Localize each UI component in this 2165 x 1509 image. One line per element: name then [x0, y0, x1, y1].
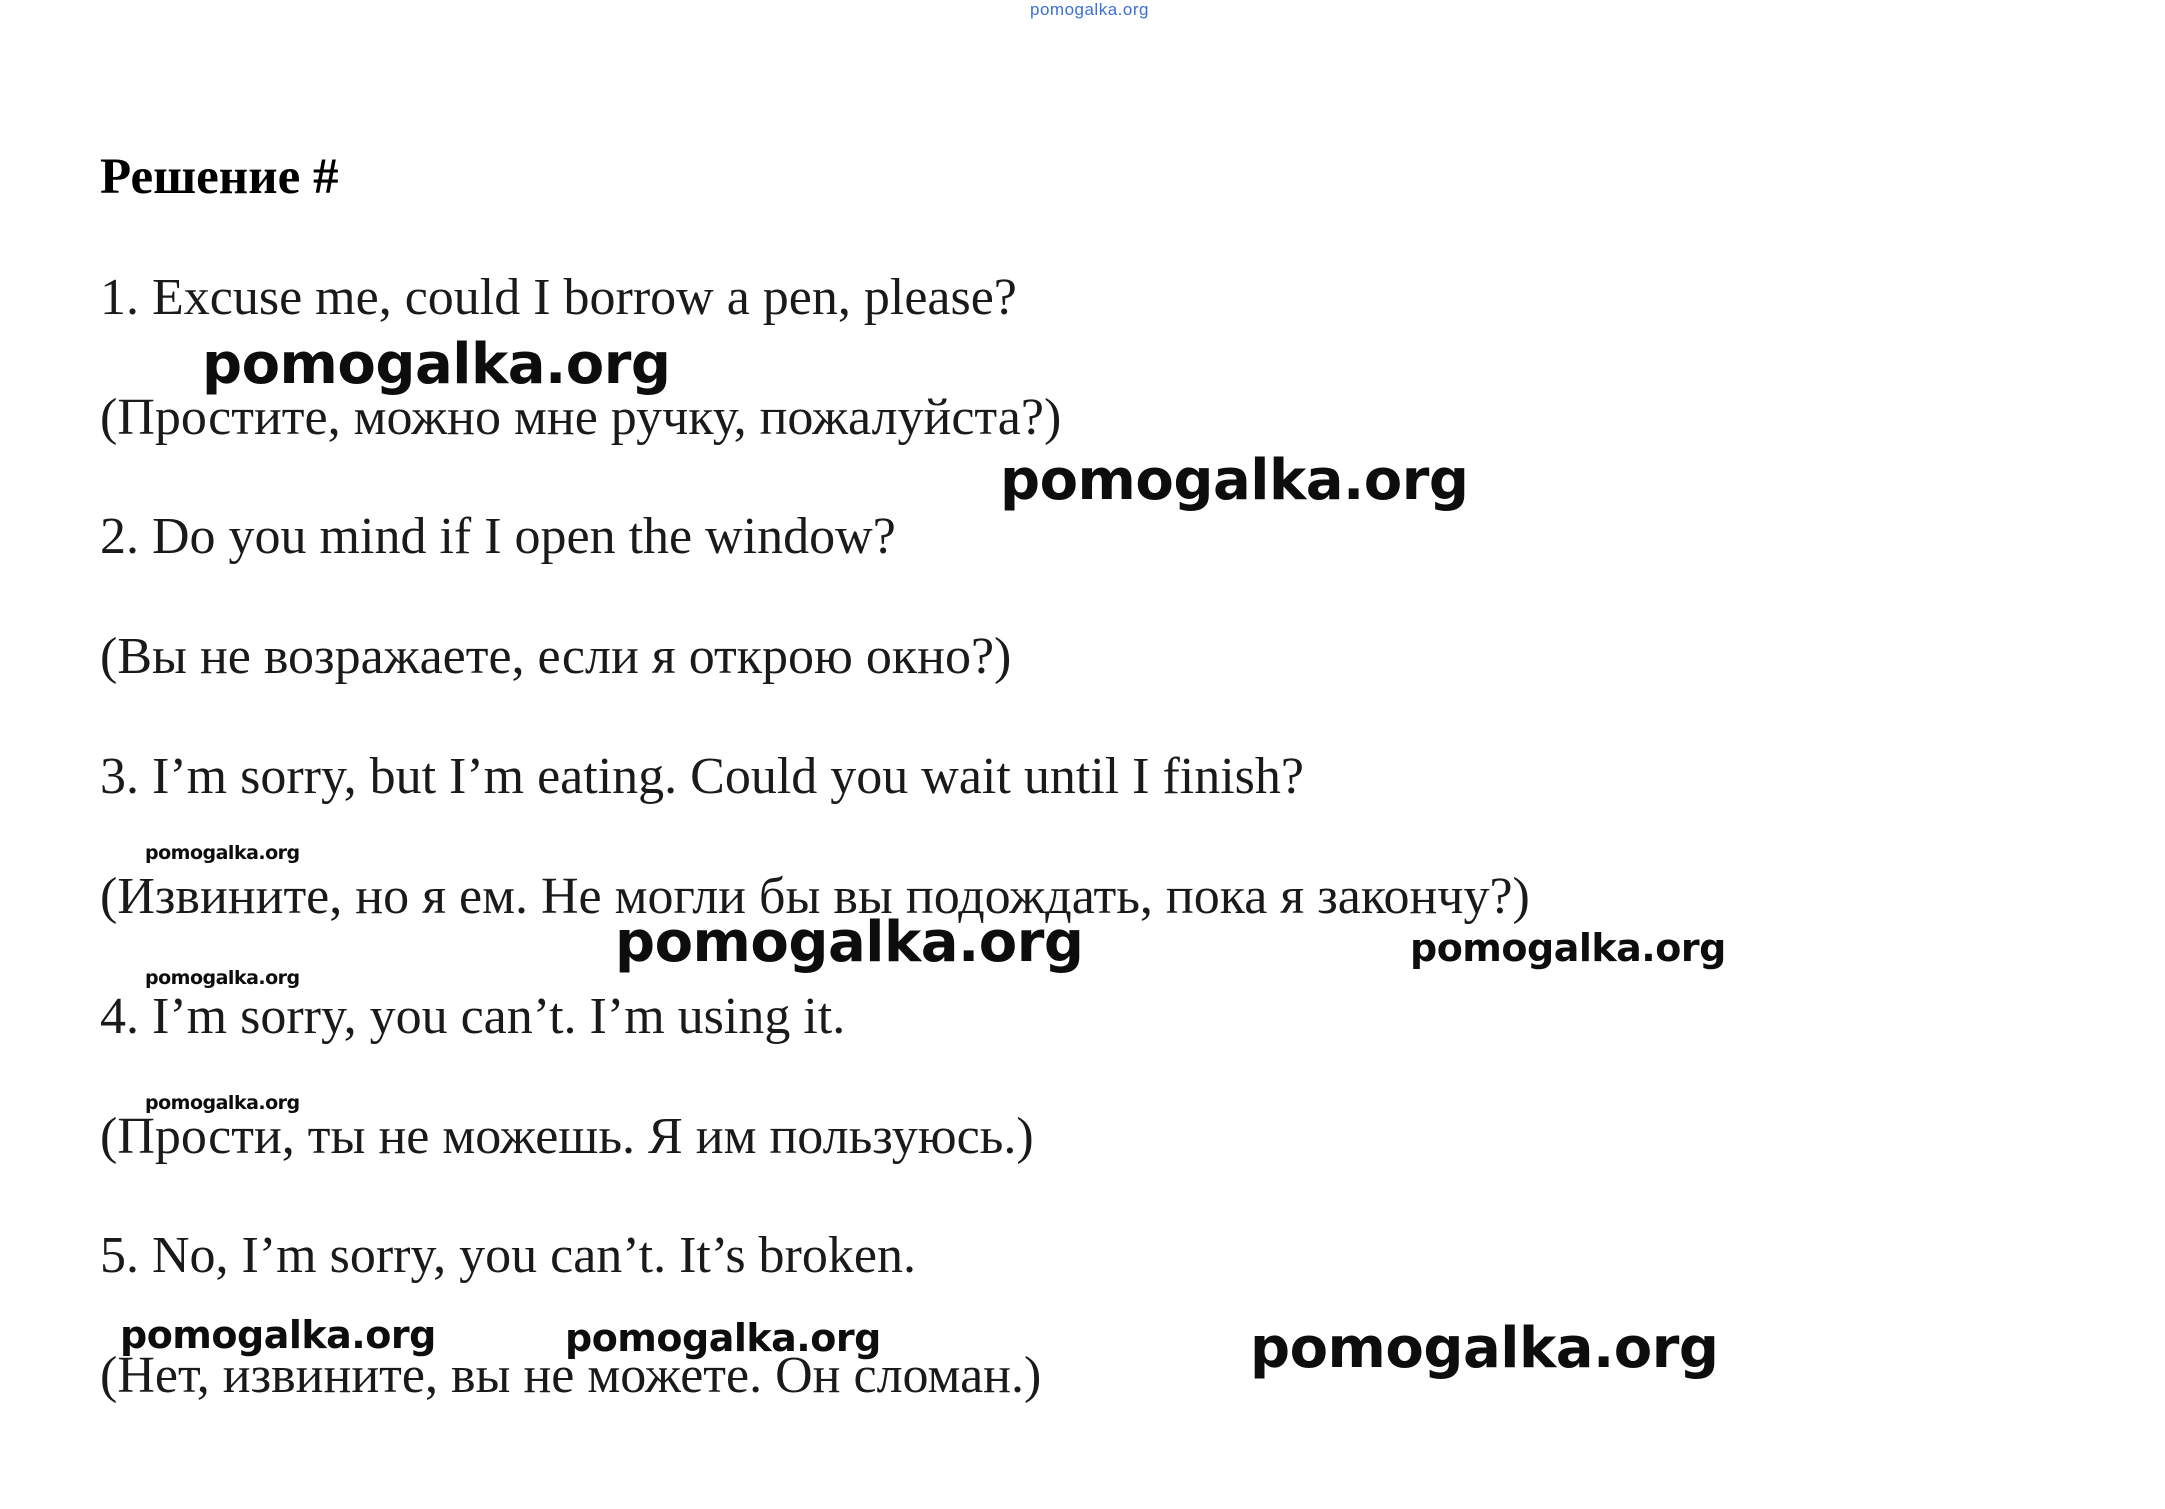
watermark: pomogalka.org	[145, 967, 300, 989]
watermark: pomogalka.org	[120, 1313, 436, 1357]
watermark: pomogalka.org	[1250, 1316, 1719, 1381]
item-5-russian: (Нет, извините, вы не можете. Он сломан.)	[100, 1347, 1042, 1404]
item-2-english: 2. Do you mind if I open the window?	[100, 508, 896, 565]
item-1-english: 1. Excuse me, could I borrow a pen, please?	[100, 269, 1017, 326]
watermark: pomogalka.org	[565, 1316, 881, 1360]
watermark: pomogalka.org	[615, 910, 1084, 975]
item-3-english: 3. I’m sorry, but I’m eating. Could you wait until I finish?	[100, 748, 1304, 805]
watermark: pomogalka.org	[1000, 448, 1469, 513]
item-1-russian: (Простите, можно мне ручку, пожалуйста?)	[100, 389, 1062, 446]
watermark: pomogalka.org	[202, 332, 671, 397]
watermark: pomogalka.org	[145, 842, 300, 864]
item-3-russian: (Извините, но я ем. Не могли бы вы подождать, пока я закончу?)	[100, 868, 1530, 925]
item-2-russian: (Вы не возражаете, если я открою окно?)	[100, 628, 1012, 685]
item-4-russian: (Прости, ты не можешь. Я им пользуюсь.)	[100, 1108, 1034, 1165]
source-link[interactable]: pomogalka.org	[1030, 0, 1149, 19]
solution-heading: Решение #	[100, 149, 339, 205]
watermark: pomogalka.org	[1410, 926, 1726, 970]
watermark: pomogalka.org	[145, 1092, 300, 1114]
item-5-english: 5. No, I’m sorry, you can’t. It’s broken.	[100, 1227, 916, 1284]
item-4-english: 4. I’m sorry, you can’t. I’m using it.	[100, 988, 846, 1045]
